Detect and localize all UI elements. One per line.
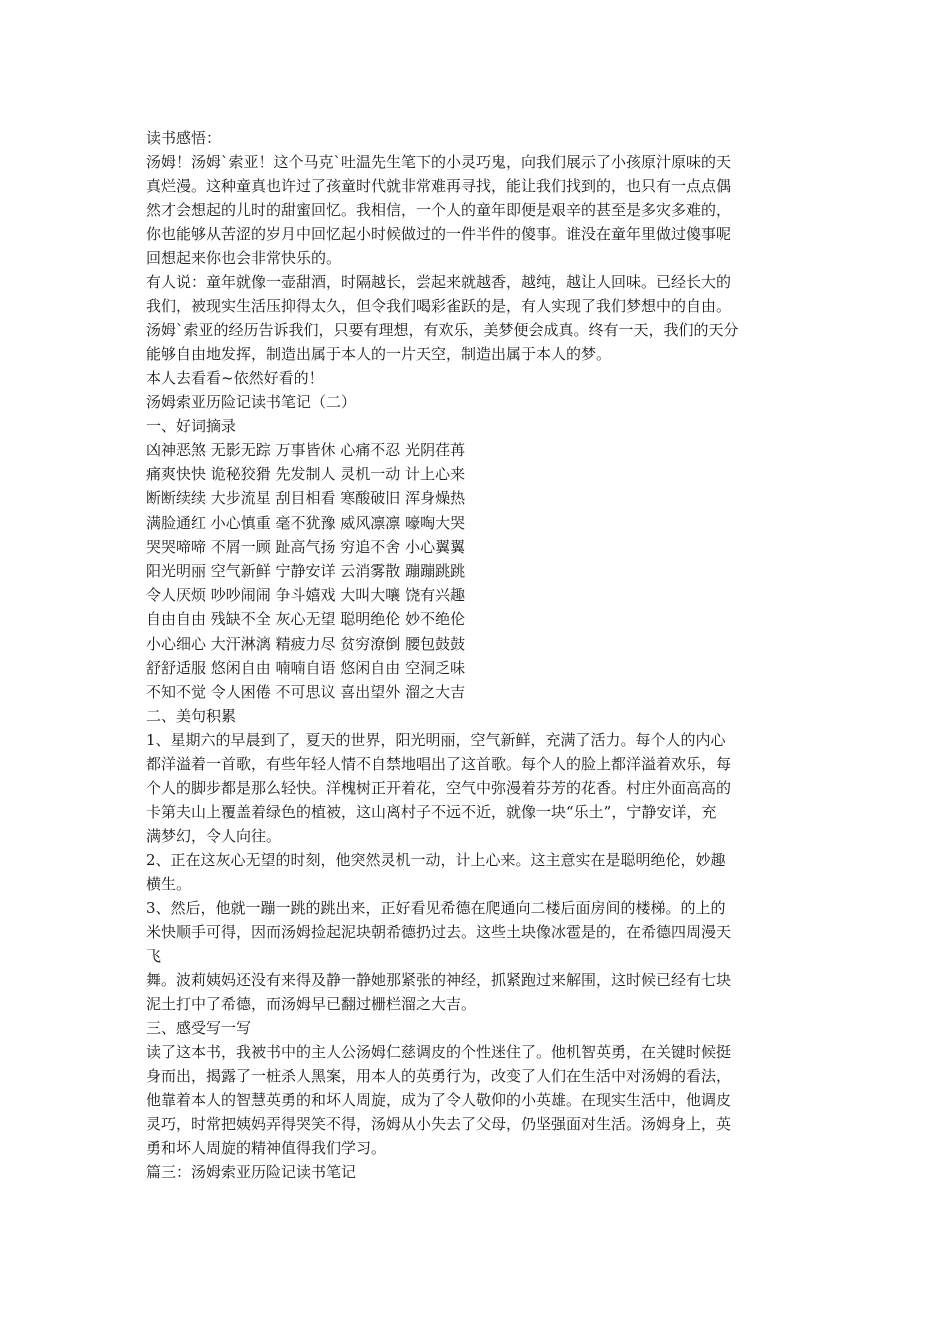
paragraph-line: 个人的脚步都是那么轻快。洋槐树正开着花，空气中弥漫着芬芳的花香。村庄外面高高的 — [146, 779, 732, 798]
paragraph-line: 然才会想起的儿时的甜蜜回忆。我相信，一个人的童年即便是艰辛的甚至是多灾多难的， — [146, 201, 732, 219]
document-page — [146, 126, 810, 1184]
paragraph-2 — [146, 270, 810, 366]
paragraph-line: 我们，被现实生活压抑得太久，但令我们喝彩雀跃的是，有人实现了我们梦想中的自由。 — [146, 297, 732, 315]
paragraph-1 — [146, 150, 810, 270]
words-row: 痛爽快快 诡秘狡猾 先发制人 灵机一动 计上心来 — [146, 465, 466, 484]
paragraph-line: 读了这本书，我被书中的主人公汤姆仁慈调皮的个性迷住了。他机智英勇，在关键时候挺 — [146, 1043, 732, 1062]
sentence-1 — [146, 728, 810, 848]
paragraph-line: 真烂漫。这种童真也许过了孩童时代就非常难再寻找，能让我们找到的，也只有一点点偶 — [146, 177, 732, 195]
paragraph-4 — [146, 1040, 810, 1160]
paragraph-line: 米快顺手可得，因而汤姆捡起泥块朝希德扔过去。这些土块像冰雹是的，在希德四周漫天 — [146, 923, 732, 942]
sentence-3 — [146, 896, 810, 1016]
section-heading-words: 一、好词摘录 — [146, 417, 237, 435]
words-row: 令人厌烦 吵吵闹闹 争斗嬉戏 大叫大嚷 饶有兴趣 — [146, 586, 466, 605]
paragraph-line: 都洋溢着一首歌，有些年轻人情不自禁地唱出了这首歌。每个人的脸上都洋溢着欢乐，每 — [146, 755, 732, 774]
paragraph-line: 回想起来你也会非常快乐的。 — [146, 249, 342, 267]
words-row: 舒舒适服 悠闲自由 喃喃自语 悠闲自由 空洞乏味 — [146, 658, 466, 677]
paragraph-line: 3、然后，他就一蹦一跳的跳出来，正好看见希德在爬通向二楼后面房间的楼梯。的上的 — [146, 899, 726, 918]
paragraph-line: 1、星期六的早晨到了，夏天的世界，阳光明丽，空气新鲜，充满了活力。每个人的内心 — [146, 731, 726, 750]
paragraph-line: 泥土打中了希德，而汤姆早已翻过栅栏溜之大吉。 — [146, 995, 477, 1014]
words-row: 阳光明丽 空气新鲜 宁静安详 云消雾散 蹦蹦跳跳 — [146, 561, 466, 580]
words-row: 哭哭啼啼 不屑一顾 趾高气扬 穷追不舍 小心翼翼 — [146, 537, 466, 556]
words-row: 断断续续 大步流星 刮目相看 寒酸破旧 浑身燥热 — [146, 489, 466, 508]
paragraph-line: 横生。 — [146, 875, 192, 894]
paragraph-line: 他靠着本人的智慧英勇的和坏人周旋，成为了令人敬仰的小英雄。在现实生活中，他调皮 — [146, 1091, 732, 1110]
paragraph-line: 飞 — [146, 947, 162, 966]
paragraph-line: 2、正在这灰心无望的时刻，他突然灵机一动，计上心来。这主意实在是聪明绝伦，妙趣 — [146, 851, 726, 870]
article-title-3: 篇三：汤姆索亚历险记读书笔记 — [146, 1163, 357, 1182]
paragraph-3: 本人去看看~依然好看的！ — [146, 369, 324, 387]
paragraph-line: 舞。波莉姨妈还没有来得及静一静她那紧张的神经，抓紧跑过来解围，这时候已经有七块 — [146, 971, 732, 990]
words-row: 凶神恶煞 无影无踪 万事皆休 心痛不忍 光阴荏苒 — [146, 441, 466, 459]
paragraph-line: 汤姆`索亚的经历告诉我们，只要有理想，有欢乐，美梦便会成真。终有一天，我们的天分 — [146, 321, 739, 339]
paragraph-line: 身而出，揭露了一桩杀人黑案，用本人的英勇行为，改变了人们在生活中对汤姆的看法， — [146, 1067, 732, 1086]
paragraph-line: 你也能够从苦涩的岁月中回忆起小时候做过的一件半件的傻事。谁没在童年里做过傻事呢 — [146, 225, 732, 243]
paragraph-line: 有人说：童年就像一壶甜酒，时隔越长，尝起来就越香，越纯，越让人回味。已经长大的 — [146, 273, 732, 291]
paragraph-line: 勇和坏人周旋的精神值得我们学习。 — [146, 1139, 387, 1158]
article-title-2: 汤姆索亚历险记读书笔记（二） — [146, 393, 357, 411]
paragraph-line: 能够自由地发挥，制造出属于本人的一片天空，制造出属于本人的梦。 — [146, 345, 612, 363]
paragraph-line: 汤姆！汤姆`索亚！这个马克`吐温先生笔下的小灵巧鬼，向我们展示了小孩原汁原味的天 — [146, 153, 732, 171]
section-heading-feelings: 三、感受写一写 — [146, 1019, 252, 1038]
paragraph-line: 灵巧，时常把姨妈弄得哭笑不得，汤姆从小失去了父母，仍坚强面对生活。汤姆身上，英 — [146, 1115, 732, 1134]
words-row: 满脸通红 小心慎重 毫不犹豫 威风凛凛 嚎啕大哭 — [146, 513, 466, 532]
words-row: 自由自由 残缺不全 灰心无望 聪明绝伦 妙不绝伦 — [146, 610, 466, 629]
paragraph-line: 满梦幻，令人向往。 — [146, 827, 282, 846]
good-words-list — [146, 438, 810, 704]
words-row: 不知不觉 令人困倦 不可思议 喜出望外 溜之大吉 — [146, 682, 466, 701]
words-row: 小心细心 大汗淋漓 精疲力尽 贫穷潦倒 腰包鼓鼓 — [146, 634, 466, 653]
heading-insight: 读书感悟： — [146, 129, 222, 147]
paragraph-line: 卡第夫山上覆盖着绿色的植被，这山离村子不远不近，就像一块“乐土”，宁静安详，充 — [146, 803, 717, 822]
section-heading-sentences: 二、美句积累 — [146, 707, 237, 726]
sentence-2 — [146, 848, 810, 896]
